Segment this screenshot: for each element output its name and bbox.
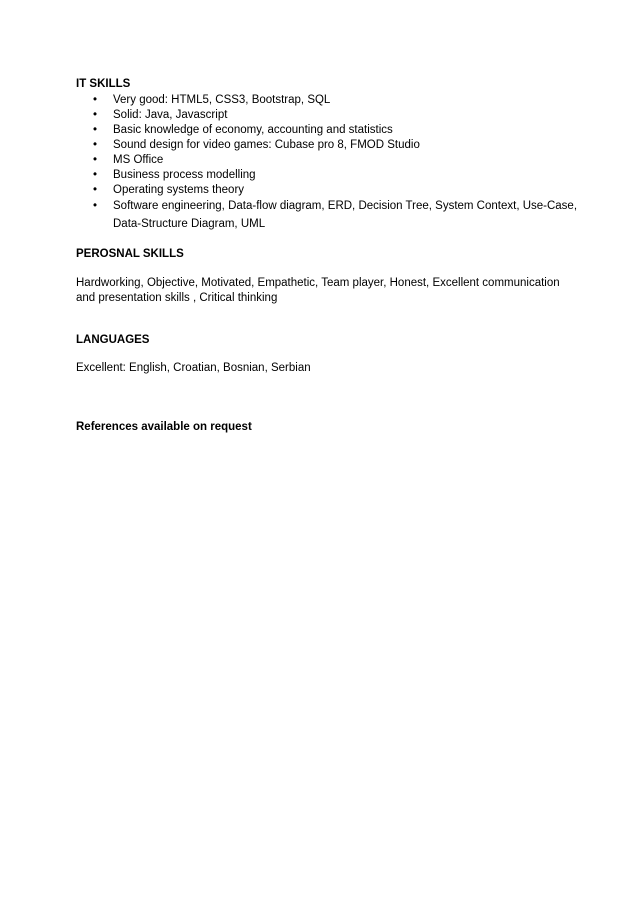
references-note: References available on request	[76, 421, 252, 433]
personal-skills-text: Hardworking, Objective, Motivated, Empathetic, Team player, Honest, Excellent communication and presentation skills , Critical thinking	[76, 277, 560, 304]
skill-text: MS Office	[113, 154, 164, 166]
skill-text: Solid: Java, Javascript	[113, 109, 228, 121]
it-skills-heading: IT SKILLS	[76, 78, 131, 90]
list-item	[76, 153, 596, 168]
bullet-icon: •	[93, 154, 98, 166]
list-item	[76, 93, 596, 108]
list-item	[76, 108, 596, 123]
it-skills-list	[76, 93, 596, 233]
skill-text: Very good: HTML5, CSS3, Bootstrap, SQL	[113, 94, 331, 106]
bullet-icon: •	[93, 200, 98, 212]
skill-text: Basic knowledge of economy, accounting and statistics	[113, 124, 393, 136]
personal-skills-heading: PEROSNAL SKILLS	[76, 248, 184, 260]
skill-text: Sound design for video games: Cubase pro 8, FMOD Studio	[113, 139, 420, 151]
bullet-icon: •	[93, 124, 98, 136]
list-item	[76, 138, 596, 153]
skill-text: Software engineering, Data-flow diagram, ERD, Decision Tree, System Context, Use-Case, Data-Structure Diagram, UML	[113, 200, 578, 230]
list-item	[76, 197, 596, 233]
bullet-icon: •	[93, 109, 98, 121]
skill-text: Operating systems theory	[113, 184, 245, 196]
languages-text: Excellent: English, Croatian, Bosnian, Serbian	[76, 362, 311, 374]
list-item	[76, 168, 596, 183]
languages-heading: LANGUAGES	[76, 334, 150, 346]
bullet-icon: •	[93, 184, 98, 196]
list-item	[76, 183, 596, 198]
bullet-icon: •	[93, 94, 98, 106]
bullet-icon: •	[93, 169, 98, 181]
bullet-icon: •	[93, 139, 98, 151]
list-item	[76, 123, 596, 138]
skill-text: Business process modelling	[113, 169, 256, 181]
